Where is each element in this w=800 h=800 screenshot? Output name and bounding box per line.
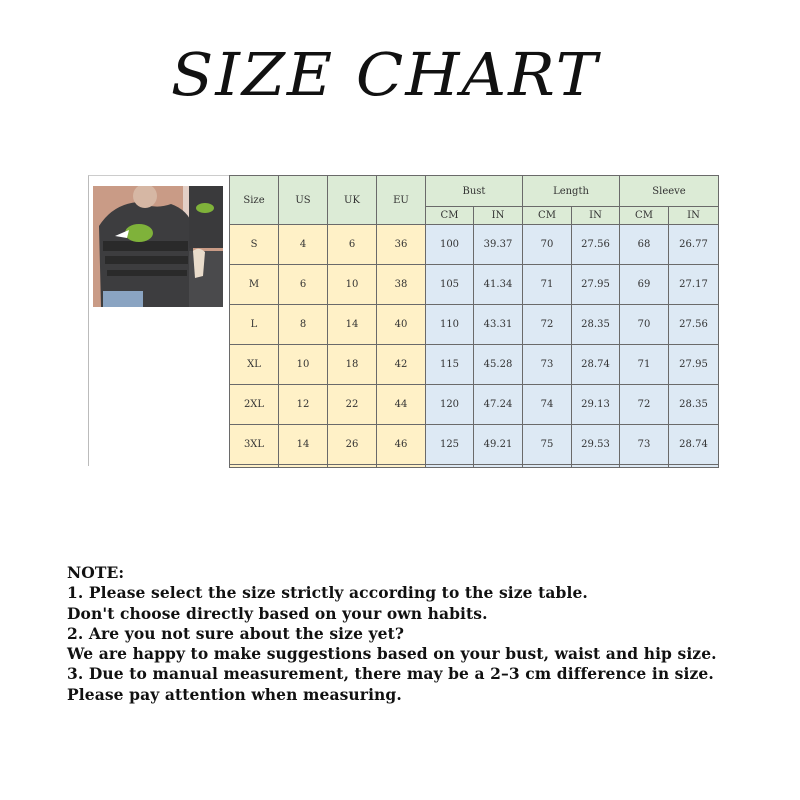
- cell-length-cm: 75: [523, 425, 572, 465]
- note-line: Don't choose directly based on your own habits.: [67, 603, 488, 623]
- header-bust: Bust: [426, 176, 523, 207]
- cell-uk: 18: [328, 345, 377, 385]
- cell-size: 2XL: [230, 385, 279, 425]
- unit-in: IN: [572, 207, 620, 225]
- cell-uk: 26: [328, 425, 377, 465]
- cell-bust-in: 47.24: [474, 385, 523, 425]
- cell-bust-cm: 120: [426, 385, 474, 425]
- note-line: We are happy to make suggestions based on your bust, waist and hip size.: [67, 644, 717, 664]
- unit-in: IN: [474, 207, 523, 225]
- cell-length-cm: 71: [523, 265, 572, 305]
- unit-cm: CM: [426, 207, 474, 225]
- unit-in: IN: [669, 207, 719, 225]
- cell-sleeve-cm: 71: [620, 345, 669, 385]
- cell-sleeve-in: 26.77: [669, 225, 719, 265]
- cell-bust-in: 39.37: [474, 225, 523, 265]
- cell-length-in: 28.35: [572, 305, 620, 345]
- cell-sleeve-cm: 69: [620, 265, 669, 305]
- header-us: US: [279, 176, 328, 225]
- table-row: [230, 225, 719, 265]
- table-row: [230, 385, 719, 425]
- cell-length-cm: 72: [523, 305, 572, 345]
- note-line: 1. Please select the size strictly according to the size table.: [67, 583, 588, 603]
- unit-cm: CM: [620, 207, 669, 225]
- cell-uk: 14: [328, 305, 377, 345]
- cell-eu: 42: [377, 345, 426, 385]
- table-row: [230, 305, 719, 345]
- table-row: [230, 345, 719, 385]
- cell-bust-in: 43.31: [474, 305, 523, 345]
- cell-sleeve-in: 27.17: [669, 265, 719, 305]
- cell-bust-cm: 105: [426, 265, 474, 305]
- table-continuation: [230, 465, 719, 468]
- cell-bust-in: 49.21: [474, 425, 523, 465]
- header-row: [230, 176, 719, 207]
- cell-sleeve-in: 27.95: [669, 345, 719, 385]
- cell-bust-cm: 110: [426, 305, 474, 345]
- note-block: [67, 563, 787, 705]
- cell-uk: 6: [328, 225, 377, 265]
- header-sleeve: Sleeve: [620, 176, 719, 207]
- cell-length-in: 29.53: [572, 425, 620, 465]
- cell-bust-cm: 125: [426, 425, 474, 465]
- cell-eu: 44: [377, 385, 426, 425]
- cell-length-in: 28.74: [572, 345, 620, 385]
- cell-length-in: 27.56: [572, 225, 620, 265]
- cell-size: 3XL: [230, 425, 279, 465]
- size-table: [229, 175, 719, 468]
- cell-eu: 36: [377, 225, 426, 265]
- cell-eu: 40: [377, 305, 426, 345]
- header-eu: EU: [377, 176, 426, 225]
- cell-eu: 38: [377, 265, 426, 305]
- header-uk: UK: [328, 176, 377, 225]
- cell-us: 10: [279, 345, 328, 385]
- note-line: 3. Due to manual measurement, there may be a 2–3 cm difference in size.: [67, 664, 714, 684]
- cell-length-cm: 70: [523, 225, 572, 265]
- cell-uk: 22: [328, 385, 377, 425]
- table-row: [230, 265, 719, 305]
- cell-size: XL: [230, 345, 279, 385]
- unit-cm: CM: [523, 207, 572, 225]
- cell-uk: 10: [328, 265, 377, 305]
- cell-sleeve-cm: 72: [620, 385, 669, 425]
- cell-us: 8: [279, 305, 328, 345]
- cell-size: L: [230, 305, 279, 345]
- table-row: [230, 425, 719, 465]
- cell-length-in: 27.95: [572, 265, 620, 305]
- product-photo-icon: [93, 186, 223, 307]
- cell-length-in: 29.13: [572, 385, 620, 425]
- cell-length-cm: 73: [523, 345, 572, 385]
- cell-sleeve-in: 28.74: [669, 425, 719, 465]
- cell-size: S: [230, 225, 279, 265]
- cell-us: 14: [279, 425, 328, 465]
- cell-size: M: [230, 265, 279, 305]
- note-line: 2. Are you not sure about the size yet?: [67, 623, 405, 643]
- cell-bust-cm: 100: [426, 225, 474, 265]
- header-length: Length: [523, 176, 620, 207]
- header-size: Size: [230, 176, 279, 225]
- note-heading: NOTE:: [67, 563, 125, 582]
- note-line: Please pay attention when measuring.: [67, 684, 402, 704]
- cell-bust-cm: 115: [426, 345, 474, 385]
- page-title: SIZE CHART: [170, 39, 600, 110]
- cell-sleeve-in: 28.35: [669, 385, 719, 425]
- cell-sleeve-cm: 70: [620, 305, 669, 345]
- cell-sleeve-in: 27.56: [669, 305, 719, 345]
- cell-bust-in: 45.28: [474, 345, 523, 385]
- cell-us: 4: [279, 225, 328, 265]
- cell-sleeve-cm: 73: [620, 425, 669, 465]
- cell-bust-in: 41.34: [474, 265, 523, 305]
- cell-us: 6: [279, 265, 328, 305]
- cell-sleeve-cm: 68: [620, 225, 669, 265]
- cell-length-cm: 74: [523, 385, 572, 425]
- cell-eu: 46: [377, 425, 426, 465]
- cell-us: 12: [279, 385, 328, 425]
